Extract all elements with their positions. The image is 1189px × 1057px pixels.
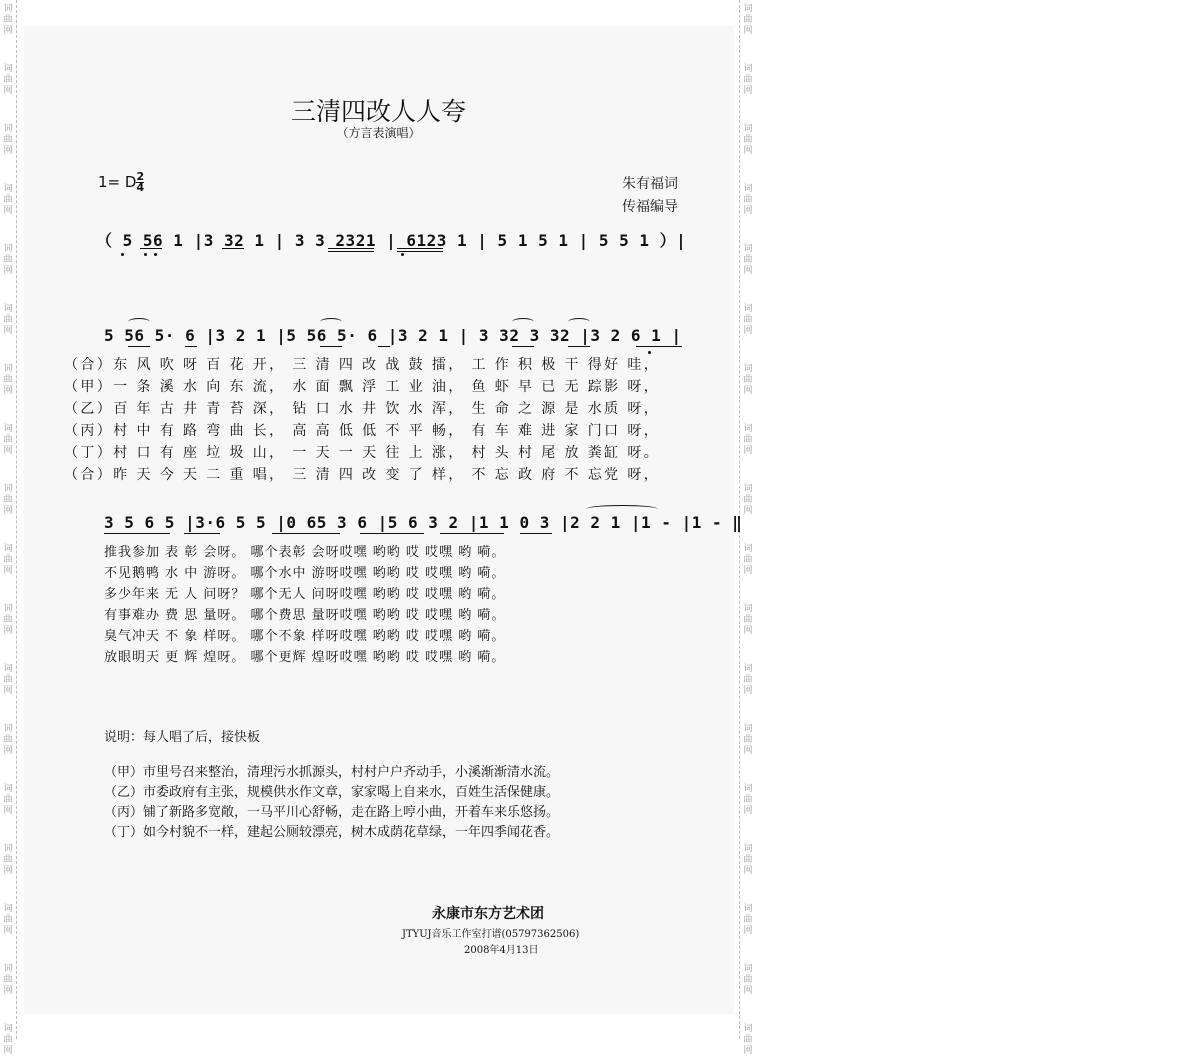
watermark-char: 网 [3,626,13,636]
watermark-char: 网 [3,446,13,456]
watermark-char: 曲 [3,495,13,505]
watermark-char: 词 [3,244,13,254]
watermark-char: 词 [743,4,753,14]
notation-line-intro: （ 5 56 1 |3 32 1 | 3 3 2321 | 6123 1 | 5 1 5 1 | 5 5 1 ）| [96,231,687,250]
watermark-char: 曲 [743,735,753,745]
tie-mark [586,505,658,513]
time-signature [136,172,144,193]
beat-underline [636,346,682,347]
watermark-char: 曲 [743,315,753,325]
watermark-text [742,244,754,277]
lyric-verse: （乙）百 年 古 井 青 苔 深， 钻 口 水 井 饮 水 浑， 生 命 之 源 是 水质 呀， [64,401,661,417]
watermark-char: 网 [743,206,753,216]
watermark-char: 曲 [3,735,13,745]
low-octave-dot [144,253,147,256]
watermark-char: 词 [3,724,13,734]
key-signature [98,172,144,193]
watermark-char: 网 [3,386,13,396]
watermark-text [742,364,754,397]
watermark-char: 词 [743,964,753,974]
watermark-char: 网 [743,26,753,36]
watermark-char: 词 [743,724,753,734]
watermark-char: 词 [3,304,13,314]
watermark-char: 词 [3,364,13,374]
watermark-char: 词 [3,544,13,554]
watermark-char: 曲 [3,135,13,145]
beat-underline [568,346,590,347]
watermark-char: 曲 [3,15,13,25]
beat-underline [222,248,244,249]
beat-underline [320,346,342,347]
watermark-char: 词 [3,904,13,914]
watermark-char: 词 [743,124,753,134]
watermark-char: 曲 [3,375,13,385]
lyric-verse: （甲）一 条 溪 水 向 东 流， 水 面 飘 浮 工 业 油， 鱼 虾 早 已 无 踪影 呀， [64,379,661,395]
slur-mark [568,318,590,326]
low-octave-dot [401,253,404,256]
watermark-char: 词 [3,784,13,794]
watermark-char: 网 [743,806,753,816]
watermark-char: 网 [743,266,753,276]
watermark-char: 网 [3,746,13,756]
watermark-char: 网 [3,926,13,936]
lyric-verse: （合）昨 天 今 天 二 重 唱， 三 清 四 改 变 了 样， 不 忘 政 府 不 忘党 呀， [64,467,661,483]
watermark-text [2,364,14,397]
watermark-char: 词 [743,544,753,554]
watermark-char: 网 [3,986,13,996]
watermark-char: 曲 [3,555,13,565]
watermark-text [2,4,14,37]
watermark-char: 曲 [3,195,13,205]
watermark-char: 词 [3,1024,13,1034]
watermark-char: 词 [3,844,13,854]
lyric-refrain: 有事难办 费 思 量呀。 哪个费思 量呀哎嘿 哟哟 哎 哎嘿 哟 嗬。 [104,608,506,623]
watermark-char: 曲 [3,435,13,445]
watermark-text [742,664,754,697]
watermark-char: 网 [743,746,753,756]
watermark-text [742,604,754,637]
watermark-char: 词 [3,484,13,494]
watermark-char: 词 [743,424,753,434]
watermark-char: 曲 [3,315,13,325]
beat-underline [272,533,340,534]
watermark-text [2,424,14,457]
slur-mark [320,318,342,326]
low-octave-dot [121,253,124,256]
lyric-refrain: 不见鹅鸭 水 中 游呀。 哪个水中 游呀哎嘿 哟哟 哎 哎嘿 哟 嗬。 [104,566,506,581]
watermark-char: 网 [743,626,753,636]
watermark-char: 网 [3,26,13,36]
watermark-text [2,184,14,217]
watermark-char: 网 [743,146,753,156]
composer-credit: 传福编导 [622,199,678,215]
song-title: 三清四改人人夸 [290,97,466,126]
organization-name: 永康市东方艺术团 [432,906,544,922]
watermark-char: 曲 [743,135,753,145]
score-date: 2008年4月13日 [464,945,539,956]
watermark-char: 网 [3,506,13,516]
watermark-char: 词 [3,604,13,614]
watermark-text [2,484,14,517]
watermark-char: 词 [743,244,753,254]
watermark-text [2,604,14,637]
watermark-char: 网 [743,446,753,456]
watermark-char: 曲 [743,495,753,505]
watermark-char: 词 [3,184,13,194]
lyric-verse: （合）东 风 吹 呀 百 花 开， 三 清 四 改 战 鼓 擂， 工 作 积 极 干 得好 哇， [64,357,661,373]
beat-underline [520,533,552,534]
beat-underline [360,533,424,534]
watermark-char: 词 [3,4,13,14]
watermark-char: 词 [743,904,753,914]
watermark-char: 词 [743,844,753,854]
watermark-char: 词 [743,484,753,494]
watermark-char: 曲 [743,675,753,685]
watermark-text [742,484,754,517]
watermark-char: 曲 [743,975,753,985]
time-signature-bottom: 4 [136,181,145,194]
watermark-char: 曲 [3,855,13,865]
watermark-char: 词 [743,304,753,314]
kuaiban-verse: （丁）如今村貌不一样，建起公厕较漂亮，树木成荫花草绿，一年四季闻花香。 [104,825,560,840]
low-octave-dot [154,253,157,256]
beat-underline [512,346,534,347]
watermark-char: 曲 [743,855,753,865]
watermark-char: 曲 [743,375,753,385]
beat-underline [185,346,197,347]
notation-line-refrain: 3 5 6 5 |3·6 5 5 |0 65 3 6 |5 6 3 2 |1 1 0 3 |2 2 1 |1 - |1 - ‖ [104,513,743,532]
watermark-text [742,844,754,877]
watermark-char: 词 [3,64,13,74]
watermark-text [2,784,14,817]
lyricist-credit: 朱有福词 [622,176,678,192]
watermark-text [742,184,754,217]
watermark-text [2,544,14,577]
watermark-char: 网 [3,86,13,96]
watermark-char: 词 [743,1024,753,1034]
watermark-char: 曲 [743,15,753,25]
watermark-text [742,1024,754,1057]
watermark-char: 网 [743,506,753,516]
slur-mark [512,318,534,326]
beat-underline [440,533,504,534]
watermark-text [742,784,754,817]
watermark-char: 词 [743,184,753,194]
beat-underline [328,248,374,249]
notation-line-verse: 5 56 5· 6 |3 2 1 |5 56 5· 6 |3 2 1 | 3 32 3 32 |3 2 6 1 | [104,326,682,345]
watermark-char: 网 [3,1046,13,1056]
watermark-char: 网 [3,566,13,576]
beat-underline [328,251,374,252]
watermark-text [2,244,14,277]
watermark-char: 词 [743,784,753,794]
kuaiban-verse: （丙）铺了新路多宽敞，一马平川心舒畅，走在路上哼小曲，开着车来乐悠扬。 [104,805,560,820]
watermark-char: 曲 [743,555,753,565]
beat-underline [140,248,162,249]
watermark-char: 网 [3,686,13,696]
watermark-char: 网 [743,86,753,96]
watermark-text [2,1024,14,1057]
watermark-char: 曲 [743,615,753,625]
watermark-text [742,304,754,337]
studio-credit: JTYUJ音乐工作室打谱(05797362506) [402,929,580,940]
watermark-char: 网 [743,986,753,996]
watermark-char: 网 [743,866,753,876]
watermark-char: 网 [3,866,13,876]
watermark-text [742,544,754,577]
watermark-char: 曲 [743,915,753,925]
time-signature-top: 2 [136,170,145,183]
beat-underline [184,533,220,534]
watermark-text [742,964,754,997]
beat-underline [378,346,390,347]
lyric-verse: （丙）村 中 有 路 弯 曲 长， 高 高 低 低 不 平 畅， 有 车 难 进 家 门口 呀， [64,423,661,439]
beat-underline [397,248,443,249]
watermark-char: 网 [743,386,753,396]
watermark-char: 词 [743,604,753,614]
watermark-char: 曲 [3,975,13,985]
watermark-text [2,724,14,757]
watermark-text [742,424,754,457]
watermark-char: 曲 [743,1035,753,1045]
watermark-char: 网 [743,926,753,936]
watermark-char: 词 [3,424,13,434]
watermark-char: 曲 [743,195,753,205]
watermark-text [2,964,14,997]
watermark-char: 词 [743,364,753,374]
watermark-char: 曲 [3,675,13,685]
watermark-char: 网 [743,1046,753,1056]
watermark-text [2,304,14,337]
lyric-refrain: 推我参加 表 彰 会呀。 哪个表彰 会呀哎嘿 哟哟 哎 哎嘿 哟 嗬。 [104,545,506,560]
lyric-verse: （丁）村 口 有 座 垃 圾 山， 一 天 一 天 往 上 涨， 村 头 村 尾 放 粪缸 呀。 [64,445,661,461]
watermark-char: 网 [3,266,13,276]
watermark-char: 网 [3,326,13,336]
beat-underline [128,346,150,347]
watermark-char: 曲 [3,795,13,805]
watermark-char: 曲 [743,795,753,805]
watermark-char: 曲 [3,255,13,265]
watermark-char: 曲 [743,75,753,85]
watermark-char: 网 [743,326,753,336]
watermark-char: 曲 [743,255,753,265]
lyric-refrain: 放眼明天 更 辉 煌呀。 哪个更辉 煌呀哎嘿 哟哟 哎 哎嘿 哟 嗬。 [104,650,506,665]
key-label: 1= D [98,173,137,191]
watermark-char: 网 [3,806,13,816]
watermark-char: 曲 [743,435,753,445]
watermark-text [742,4,754,37]
watermark-char: 曲 [3,1035,13,1045]
slur-mark [128,318,150,326]
watermark-text [2,844,14,877]
watermark-text [742,724,754,757]
watermark-text [2,904,14,937]
performance-note: 说明：每人唱了后，接快板 [104,730,261,745]
watermark-char: 词 [3,124,13,134]
beat-underline [397,251,443,252]
left-watermark-strip [0,0,17,1056]
watermark-char: 曲 [3,915,13,925]
watermark-char: 网 [743,566,753,576]
watermark-char: 词 [3,664,13,674]
lyric-refrain: 多少年来 无 人 问呀？ 哪个无人 问呀哎嘿 哟哟 哎 哎嘿 哟 嗬。 [104,587,506,602]
watermark-char: 网 [3,206,13,216]
lyric-refrain: 臭气冲天 不 象 样呀。 哪个不象 样呀哎嘿 哟哟 哎 哎嘿 哟 嗬。 [104,629,506,644]
watermark-char: 词 [743,64,753,74]
watermark-char: 词 [743,664,753,674]
watermark-text [2,664,14,697]
beat-underline [104,533,170,534]
watermark-char: 网 [743,686,753,696]
kuaiban-verse: （甲）市里号召来整治，清理污水抓源头，村村户户齐动手，小溪渐渐清水流。 [104,765,560,780]
watermark-char: 曲 [3,75,13,85]
watermark-char: 曲 [3,615,13,625]
watermark-char: 网 [3,146,13,156]
watermark-char: 词 [3,964,13,974]
kuaiban-verse: （乙）市委政府有主张，规模供水作文章，家家喝上自来水，百姓生活保健康。 [104,785,560,800]
song-subtitle: （方言表演唱） [336,126,421,140]
